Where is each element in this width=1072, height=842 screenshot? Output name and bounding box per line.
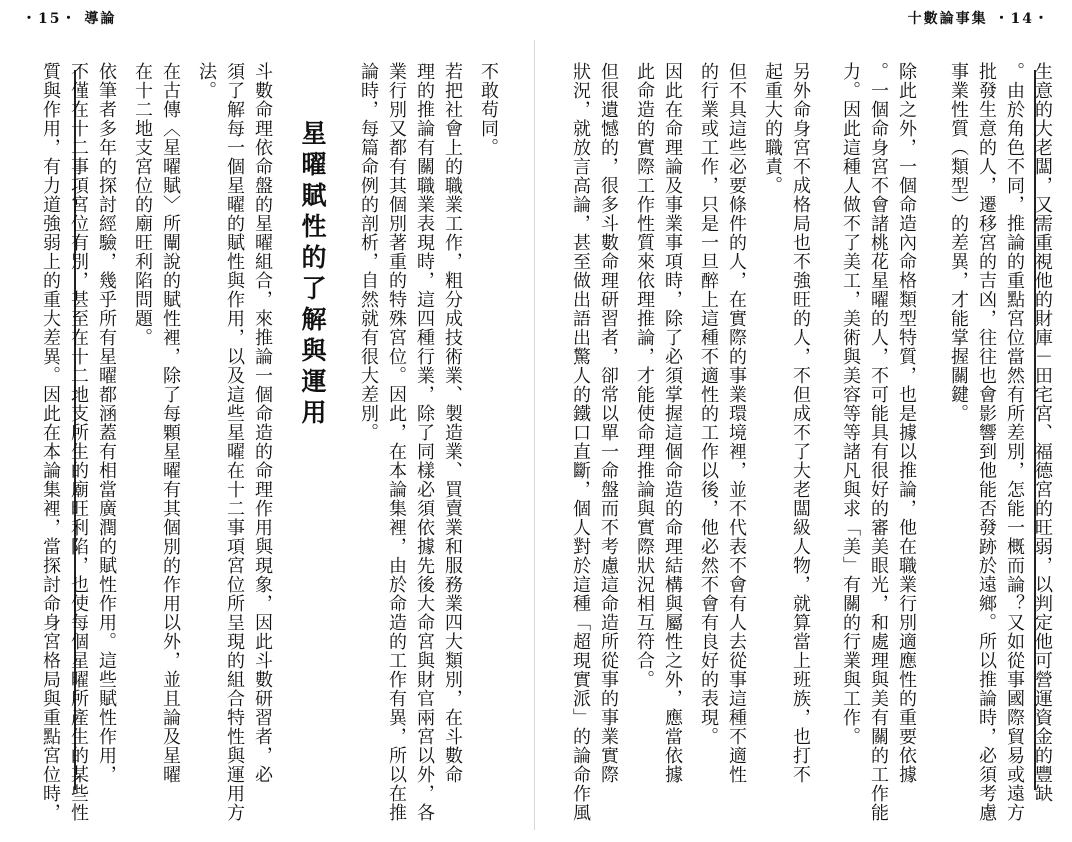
text-column: 。一個命身宮不會諸桃花星曜的人，不可能具有很好的審美眼光，和處理與美有關的工作能: [868, 62, 889, 822]
text-column: 依筆者多年的探討經驗，幾乎所有星曜都涵蓋有相當廣潤的賦性作用。這些賦性作用，: [96, 62, 117, 784]
text-column: 力。因此這種人做不了美工，美術與美容等等諸凡與求「美」有關的行業與工作。: [840, 62, 861, 746]
text-column: 但不具這些必要條件的人，在實際的事業環境裡，並不代表不會有人去從事這種不適性: [726, 62, 747, 784]
text-column: 不僅在十二事項宮位有別，甚至在十二地支所生的廟旺利陷，也使每個星曜所產生的某些性: [68, 62, 89, 822]
text-column: 理的推論有關職業表現時，這四種行業，除了同樣必須依據先後大命宮與財官兩宮以外，各: [414, 62, 435, 822]
text-column: 因此在命理論及事業事項時，除了必須掌握這個命造的命理結構與屬性之外，應當依據: [662, 62, 683, 784]
right-page-header: 十數論事集 ・14・: [907, 11, 1050, 27]
text-column: 事業性質（類型）的差異，才能掌握關鍵。: [948, 62, 969, 423]
text-column: 狀況，就放言高論，甚至做出語出驚人的鐵口直斷，個人對於這種「超現實派」的論命作風: [570, 62, 591, 822]
text-column: 質與作用，有力道強弱上的重大差異。因此在本論集裡，當探討命身宮格局與重點宮位時，: [40, 62, 61, 822]
text-column: 在古傳〈星曜賦〉所闡說的賦性裡，除了每顆星曜有其個別的作用以外，並且論及星曜: [160, 62, 181, 784]
text-column: 在十二地支宮位的廟旺利陷問題。: [132, 62, 153, 347]
text-column: 起重大的職責。: [762, 62, 783, 195]
text-column: 此命造的實際工作性質來依理推論，才能使命理推論與實際狀況相互符合。: [634, 62, 655, 689]
text-column: 生意的大老闆，又需重視他的財庫－田宅宮、福德宮的旺弱，以判定他可營運資金的豐缺: [1032, 62, 1053, 803]
section-heading: 星曜賦性的了解與運用: [298, 120, 327, 430]
text-column: 不敢苟同。: [478, 62, 499, 157]
text-column: 斗數命理依命盤的星曜組合，來推論一個命造的命理作用與現象，因此斗數研習者，必: [252, 62, 273, 784]
text-column: 法。: [196, 62, 217, 100]
text-column: 業行別又都有其個別著重的特殊宮位。因此，在本論集裡，由於命造的工作有異，所以在推: [386, 62, 407, 822]
page-gutter: [534, 40, 535, 830]
text-column: 另外命身宮不成格局也不強旺的人，不但成不了大老闆級人物，就算當上班族，也打不: [790, 62, 811, 784]
text-column: 的行業或工作，只是一旦醉上這種不適性的工作以後，他必然不會有良好的表現。: [698, 62, 719, 746]
text-column: 除此之外，一個命造內命格類型特質，也是據以推論，他在職業行別適應性的重要依據: [896, 62, 917, 784]
text-column: 批發生意的人，遷移宮的吉凶，往往也會影響到他能否發跡於遠鄉。所以推論時，必須考慮: [976, 62, 997, 822]
left-page-header: ・15・ 導論: [22, 11, 117, 27]
text-column: 論時，每篇命例的剖析，自然就有很大差別。: [358, 62, 379, 442]
text-column: 若把社會上的職業工作，粗分成技術業、製造業、買賣業和服務業四大類別，在斗數命: [442, 62, 463, 784]
text-column: 但很遺憾的，很多斗數命理研習者，卻常以單一命盤而不考慮這命造所從事的事業實際: [598, 62, 619, 784]
text-column: 。由於角色不同，推論的重點宮位當然有所差別，怎能一概而論？又如從事國際貿易或遠方: [1004, 62, 1025, 822]
text-column: 須了解每一個星曜的賦性與作用，以及這些星曜在十二事項宮位所呈現的組合特性與運用方: [224, 62, 245, 822]
